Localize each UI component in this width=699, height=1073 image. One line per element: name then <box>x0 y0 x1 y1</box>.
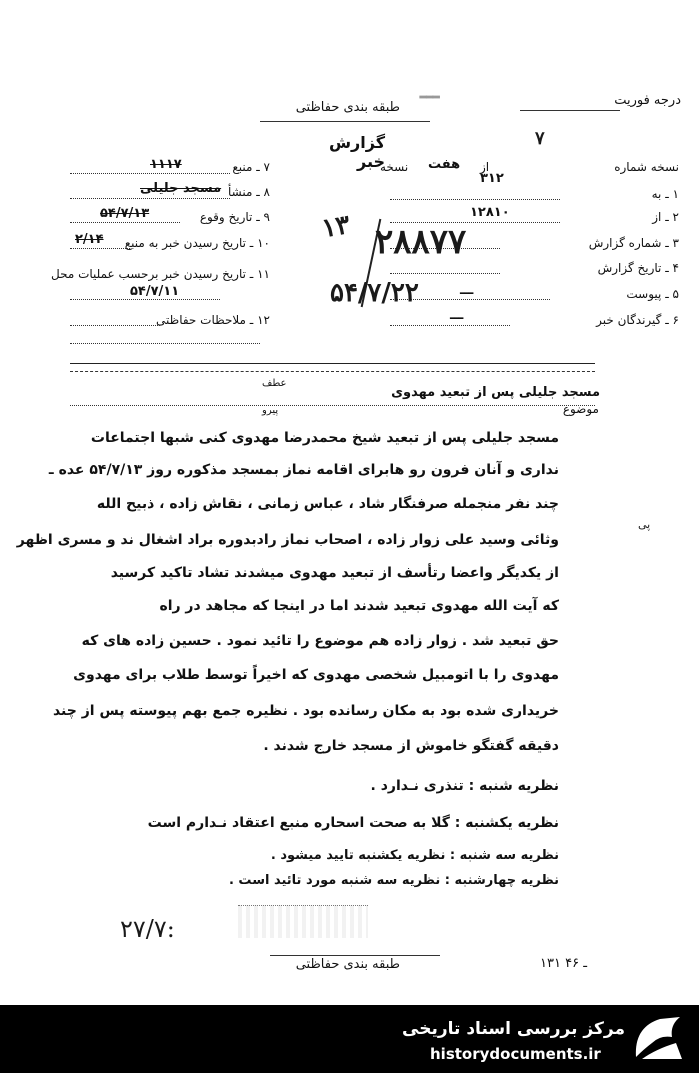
field-source-line <box>70 173 230 174</box>
body-line: که آیت الله مهدوی تبعید شدند اما در اینجا که مجاهد در راه <box>159 598 559 614</box>
field-origin-line <box>70 198 230 199</box>
copy-label: نسخه <box>380 160 409 174</box>
field-arrival-date-line <box>70 248 130 249</box>
body-line: نظریه شنبه : تنذری نـدارد . <box>370 778 559 794</box>
subject-text: مسجد جلیلی پس از تبعید مهدوی <box>391 385 600 400</box>
field-from <box>652 210 679 224</box>
field-label: ۱۰ ـ تاریخ رسیدن خبر به منبع <box>124 236 270 250</box>
field-source-value: ۱۱۱۷ <box>150 157 182 172</box>
field-to-line <box>390 199 560 200</box>
field-label: ۱ ـ به <box>651 187 679 201</box>
classification-label-top: طبقه بندی حفاظتی <box>295 100 400 115</box>
classification-underline <box>260 121 430 122</box>
field-label: ۴ ـ تاریخ گزارش <box>597 261 679 275</box>
field-report-number <box>589 236 679 250</box>
field-occurrence-date-value: ۵۴/۷/۱۳ <box>100 206 150 221</box>
body-line: حق تبعید شد . زوار زاده هم موضوع را تائید نمود . حسین زاده های که <box>81 633 559 649</box>
field-occurrence-date-line <box>70 222 180 223</box>
footer-classification-line <box>270 955 440 956</box>
field-report-date-line <box>390 273 500 274</box>
field-to <box>652 187 679 201</box>
body-line: خریداری شده بود به مکان رسانده بود . نظیره جمع بهم پیوسته پس از چند <box>52 703 559 719</box>
field-recipients <box>596 313 679 327</box>
body-line: مهدوی را با اتومبیل شخصی مهدوی که اخیراً توسط طلاب برای مهدوی <box>73 667 559 683</box>
archive-logo-icon <box>630 1013 686 1065</box>
body-line: نداری و آنان فرون رو هابرای اقامه نماز بمسجد مذکوره روز ۵۴/۷/۱۳ عده ـ <box>48 462 559 478</box>
field-operation-date-line <box>70 299 220 300</box>
subject-note-bottom: پیرو <box>262 405 279 416</box>
priority-label: درجه فوریت <box>614 93 681 108</box>
subject-label: موضوع <box>562 402 599 416</box>
priority-underline <box>520 110 620 111</box>
field-recipients-value: ـــ <box>450 308 464 323</box>
copy-number-label: نسخه شماره <box>614 160 679 174</box>
branding-url: historydocuments.ir <box>430 1045 601 1063</box>
field-operation-date-value: ۵۴/۷/۱۱ <box>130 284 180 299</box>
field-attachment-value: ـــ <box>460 283 474 298</box>
field-from-value: ۱۲۸۱۰ <box>470 205 510 220</box>
body-line: نظریه چهارشنبه : نظریه سه شنبه مورد تائید است . <box>228 873 559 888</box>
field-attachment <box>626 287 679 301</box>
footer-doc-number: ۱۳۱ ـ ۴۶ <box>540 956 588 971</box>
separator-bottom <box>70 371 595 372</box>
field-security-notes <box>150 313 270 327</box>
field-security-notes-line-2 <box>70 343 260 344</box>
separator-top <box>70 363 595 364</box>
body-line: مسجد جلیلی پس از تبعید شیخ محمدرضا مهدوی کنی شبها اجتماعات <box>90 430 559 446</box>
field-arrival-date-value: ۲/۱۴ <box>75 232 104 247</box>
field-label: ۲ ـ از <box>652 210 679 224</box>
subject-note-top: عطف <box>262 378 287 389</box>
body-line: دقیقه گفتگو خاموش از مسجد خارج شدند . <box>263 738 559 754</box>
field-label: ۶ ـ گیرندگان خبر <box>596 313 679 327</box>
field-origin-value: مسجد جلیلی <box>140 181 222 196</box>
field-security-notes-line <box>70 325 160 326</box>
field-label: ۵ ـ پیوست <box>626 287 679 301</box>
body-line: چند نفر منجمله صرفنگار شاد ، عباس زمانی ، نقاش زاده ، ذبیح الله <box>96 496 559 512</box>
footer-classification-label: طبقه بندی حفاظتی <box>295 957 400 972</box>
field-source <box>170 160 270 174</box>
stamp-smudge <box>238 905 368 938</box>
field-arrival-date <box>110 236 270 250</box>
handwritten-bottom-note: ۲۷/۷: <box>120 915 175 943</box>
field-label: ۹ ـ تاریخ وقوع <box>199 210 270 224</box>
field-to-value: ۳۱۲ <box>480 171 504 186</box>
copy-value: هفت <box>428 157 461 172</box>
handwritten-number-top: ۱۳ <box>319 209 353 245</box>
subject-underline <box>70 405 595 406</box>
field-label: ۸ ـ منشأ <box>227 185 270 199</box>
handwritten-number-bottom: ۵۴/۷/۲۲ <box>330 278 419 308</box>
branding-bar <box>0 1005 699 1073</box>
margin-note: پی <box>638 518 651 531</box>
field-label: ۱۱ ـ تاریخ رسیدن خبر برحسب عملیات محل <box>51 267 270 281</box>
field-label: ۳ ـ شماره گزارش <box>588 236 679 250</box>
field-recipients-line <box>390 325 510 326</box>
field-label: ۷ ـ منبع <box>232 160 270 174</box>
field-report-date <box>598 261 679 275</box>
branding-name: مرکز بررسی اسناد تاریخی <box>402 1019 625 1039</box>
body-line: وثائی وسید علی زوار زاده ، اصحاب نماز رادبدوره براد اشغال ند و مسری اظهر <box>16 532 559 548</box>
stamp-mark-top: ـــ <box>420 78 440 104</box>
report-title: گزارش خبر <box>328 133 385 171</box>
handwritten-copy-mark: ۷ <box>535 128 545 149</box>
copy-of-label: از <box>480 160 490 174</box>
field-label: ۱۲ ـ ملاحظات حفاظتی <box>156 313 270 327</box>
body-line: نظریه سه شنبه : نظریه یکشنبه تایید میشود . <box>270 848 559 863</box>
body-line: نظریه یکشنبه : گلا به صحت اسحاره منبع اعتقاد نـدارم است <box>147 815 559 831</box>
body-line: از یکدیگر واعضا رتأسف از تبعید مهدوی میشدند تشاد تاکید کرسید <box>110 565 559 581</box>
handwritten-number-large: ۲۸۸۷۷ <box>375 222 467 262</box>
